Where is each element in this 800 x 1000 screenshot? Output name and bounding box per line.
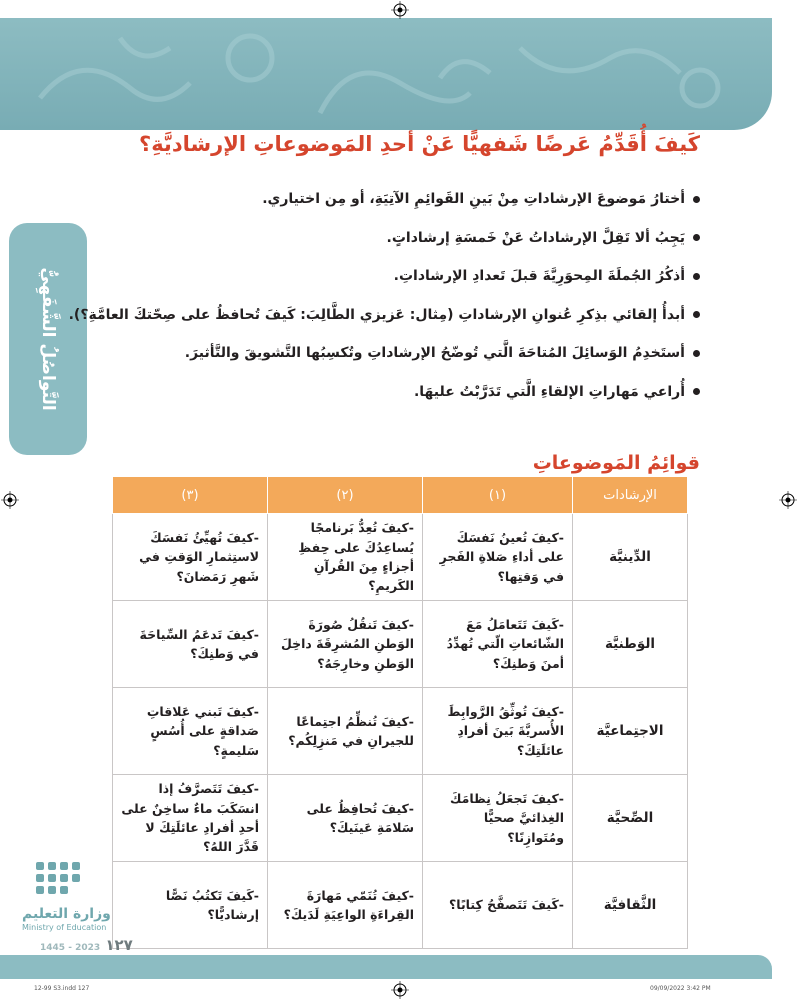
table-header-cell: الإرشادات <box>573 477 688 514</box>
bullet-icon <box>693 234 700 241</box>
topics-subheading: قوائِمُ المَوضوعاتِ <box>532 452 700 474</box>
registration-mark-left <box>1 491 19 509</box>
row-category: الثَّقافيَّة <box>573 862 688 949</box>
side-tab <box>9 223 87 455</box>
table-cell: -كيفَ تُعِدُّ بَرنامجًا يُساعِدُكَ على حِفظِ أجزاءٍ مِنَ القُرآنِ الكَريمِ؟ <box>268 514 423 601</box>
row-category: الدِّينيَّة <box>573 514 688 601</box>
bullet-icon <box>693 350 700 357</box>
list-item: أُراعي مَهاراتِ الإلقاءِ الَّتي تَدَرَّبْتُ عليهَا. <box>100 373 700 412</box>
table-row <box>113 514 688 601</box>
row-category: الوَطنيَّة <box>573 601 688 688</box>
list-item: يَجِبُ ألا تَقِلَّ الإرشاداتُ عَنْ خَمسَةِ إرشاداتٍ. <box>100 219 700 258</box>
table-cell: -كيفَ تُحافِظُ على سَلامَةِ عَينَيكَ؟ <box>268 775 423 862</box>
table-cell: -كيفَ تَتَصرَّفُ إذا انسَكَبَ ماءٌ ساخِنٌ على أحدِ أفرادِ عائلَتِكَ لا قَدَّرَ اللهُ؟ <box>113 775 268 862</box>
side-tab-label: التَّواصُلُ الشَّفَهِيُّ <box>38 267 58 411</box>
top-banner <box>0 18 772 130</box>
page-number: ١٢٧ 2023 - 1445 <box>40 936 133 954</box>
logo-subtitle: Ministry of Education <box>22 923 107 932</box>
list-item: أستَخدِمُ الوَسائِلَ المُتاحَةَ الَّتي تُوضّحُ الإرشاداتِ وتُكسِبُها التَّشويقَ والتَّأثيرَ. <box>100 334 700 373</box>
table-cell: -كيفَ تُعينُ نَفسَكَ على أداءِ صَلاةِ الفَجرِ في وَقتِها؟ <box>423 514 573 601</box>
footer-bar <box>0 955 772 979</box>
table-cell: -كَيفَ تَتَعامَلُ مَعَ الشّائعاتِ الّتي تُهدِّدُ أمنَ وَطنِكَ؟ <box>423 601 573 688</box>
list-item: أذكُرُ الجُملَةَ المِحوَرِيَّةَ قبلَ تَعدادِ الإرشاداتِ. <box>100 257 700 296</box>
table-cell: -كَيفَ تَتَصفَّحُ كِتابًا؟ <box>423 862 573 949</box>
table-header-row <box>113 477 688 514</box>
bullet-icon <box>693 388 700 395</box>
registration-mark-top <box>391 1 409 19</box>
table-header-cell: (٣) <box>113 477 268 514</box>
page-heading: كَيفَ أُقَدِّمُ عَرضًا شَفهيًّا عَنْ أحدِ المَوضوعاتِ الإرشاديَّةِ؟ <box>139 132 700 156</box>
bullet-icon <box>693 311 700 318</box>
table-row <box>113 862 688 949</box>
table-cell: -كيفَ تَدعَمُ السِّياحَةَ في وَطنِكَ؟ <box>113 601 268 688</box>
table-cell: -كيفَ تَبني عَلاقاتِ صَداقةٍ على أُسُسٍ سَليمةٍ؟ <box>113 688 268 775</box>
table-header-cell: (١) <box>423 477 573 514</box>
topics-table <box>112 476 688 949</box>
table-cell: -كَيفَ تَكتُبُ نَصًّا إرشاديًّا؟ <box>113 862 268 949</box>
ministry-logo-icon <box>30 858 110 902</box>
table-cell: -كيفَ تُنَمّي مَهارَةَ القِراءَةِ الواعِيَةِ لَدَيكَ؟ <box>268 862 423 949</box>
bullet-icon <box>693 196 700 203</box>
print-slug-file: 12-99 S3.indd 127 <box>34 985 90 992</box>
table-cell: -كيفَ تَجعَلُ نِظامَكَ الغِذائيَّ صحيًّا ومُتَوازِنًا؟ <box>423 775 573 862</box>
banner-pattern <box>0 18 772 130</box>
row-category: الاجتِماعيَّة <box>573 688 688 775</box>
print-slug-date: 09/09/2022 3:42 PM <box>650 985 711 992</box>
list-item: أبدأُ إلقائي بذِكرِ عُنوانِ الإرشاداتِ (مِثال: عَزيزي الطَّالِبَ: كَيفَ تُحافظُ على صِحّتكَ العامَّةِ؟). <box>100 296 700 335</box>
table-row <box>113 601 688 688</box>
registration-mark-bottom <box>391 981 409 999</box>
registration-mark-right <box>779 491 797 509</box>
table-cell: -كيفَ تُنظِّمُ اجتِماعًا للجيرانِ في مَنزِلِكُم؟ <box>268 688 423 775</box>
table-row <box>113 688 688 775</box>
instructions-list <box>68 180 700 411</box>
row-category: الصِّحيَّة <box>573 775 688 862</box>
list-item: أختارُ مَوضوعَ الإرشاداتِ مِنْ بَينِ القَوائِمِ الآتِيَةِ، أو مِن اختياري. <box>100 180 700 219</box>
table-row <box>113 775 688 862</box>
table-cell: -كيفَ تُهيِّئُ نَفسَكَ لاستِثمارِ الوَقتِ في شَهرِ رَمَضانَ؟ <box>113 514 268 601</box>
table-cell: -كيفَ تَنقُلُ صُورَةَ الوَطنِ المُشرِقَةَ داخِلَ الوَطنِ وخارِجَهُ؟ <box>268 601 423 688</box>
bullet-icon <box>693 273 700 280</box>
table-header-cell: (٢) <box>268 477 423 514</box>
logo-name: وزارة التعليم <box>22 906 111 922</box>
table-cell: -كيفَ تُوثِّقُ الرَّوابِطَ الأُسريَّةَ بَينَ أفرادِ عائلَتِكَ؟ <box>423 688 573 775</box>
